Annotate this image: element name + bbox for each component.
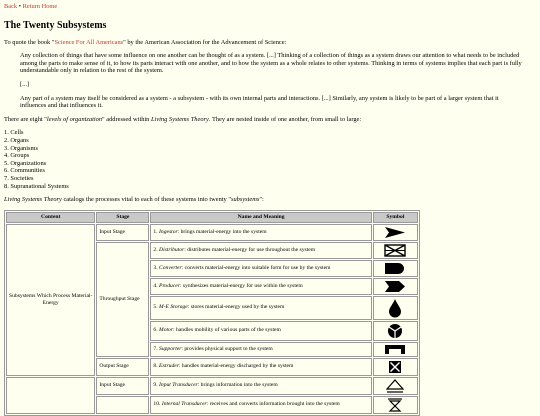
content-cell: [6, 377, 95, 414]
row-number: 3.: [153, 264, 158, 271]
subsystem-name: Distributor: [159, 246, 185, 253]
content-cell: Subsystems Which Process Material-Energy: [6, 224, 95, 376]
list-item: 3. Organisms: [4, 144, 38, 152]
symbol-cell: [373, 342, 418, 357]
subsystem-meaning: : converts material-energy into suitable form for use by the system: [181, 264, 331, 271]
table-header-row: [6, 212, 418, 223]
subsystem-name: Supporter: [159, 345, 182, 352]
converter-icon: [384, 262, 406, 275]
storage-icon: [388, 298, 402, 318]
symbol-cell: [373, 260, 418, 277]
motor-icon: [387, 323, 403, 339]
subsystem-meaning: : brings information into the system: [197, 382, 278, 389]
intro-paragraph: [4, 39, 536, 47]
stage-cell: Input Stage: [96, 377, 149, 395]
quote-block: [20, 52, 536, 110]
subsystem-meaning: : brings material-energy into the system: [177, 228, 267, 235]
catalog-theory-name: Living Systems Theory: [4, 196, 62, 204]
input-transducer-icon: [386, 379, 404, 393]
subsystem-name: M-E Storage: [159, 304, 188, 311]
symbol-cell: [373, 242, 418, 259]
row-number: 8.: [153, 363, 158, 370]
symbol-cell: [373, 278, 418, 295]
stage-cell: Output Stage: [96, 358, 149, 376]
nav-separator: •: [18, 3, 21, 10]
row-number: 6.: [153, 327, 158, 334]
levels-term: levels of organization: [46, 115, 103, 123]
name-cell: [150, 296, 371, 320]
catalog-paragraph: [4, 196, 536, 204]
subsystem-name: Input Transducer: [159, 382, 198, 389]
list-item: 7. Societies: [4, 174, 34, 182]
levels-text-pre: There are eight ": [4, 115, 47, 123]
header-symbol: Symbol: [373, 212, 418, 223]
header-stage: Stage: [96, 212, 149, 223]
subsystem-name: Extruder: [159, 363, 179, 370]
quote-paragraph-1: Any collection of things that have some influence on one another can be thought of as a system. [...] Thinking of a collection of things as a system draws our attention to what needs to be included among the parts to make sense of it, to how its parts interact with one another, and to how the system as a whole relates to other systems. Thinking in terms of systems implies that each part is fully understandable only in relation to the rest of the system.: [20, 52, 522, 75]
list-item: 2. Organs: [4, 136, 29, 144]
subsystem-meaning: : synthesizes material-energy for use within the system: [179, 282, 303, 289]
list-item: 6. Communities: [4, 167, 45, 175]
levels-list: [4, 129, 536, 190]
supporter-icon: [384, 344, 406, 355]
symbol-cell: [373, 358, 418, 376]
stage-cell: Input Stage: [96, 224, 149, 241]
row-number: 1.: [153, 228, 158, 235]
catalog-text-post: ":: [259, 196, 264, 204]
quote-paragraph-2: Any part of a system may itself be considered as a system - a subsystem - with its own internal parts and interactions. [...] Similarly, any system is likely to be part of a larger system that it influences and that influences it.: [20, 94, 499, 110]
levels-text-mid: " addressed within: [102, 115, 151, 123]
subsystem-name: Producer: [159, 282, 180, 289]
name-cell: [150, 242, 371, 259]
extruder-icon: [388, 360, 402, 374]
subsystem-meaning: : provides physical support to the system: [181, 345, 273, 352]
distributor-icon: [384, 244, 406, 257]
ingestor-icon: [384, 226, 406, 239]
row-number: 5.: [153, 304, 158, 311]
subsystem-name: Internal Transducer: [161, 401, 207, 408]
symbol-cell: [373, 377, 418, 395]
quote-ellipsis: [...]: [20, 80, 30, 88]
page-title: The Twenty Subsystems: [4, 19, 107, 31]
theory-name: Living Systems Theory: [150, 115, 209, 123]
name-cell: [150, 377, 371, 395]
catalog-text-mid: catalogs the processes vital to each of these systems into twenty ": [61, 196, 231, 204]
subsystem-meaning: : handles material-energy discharged by the system: [178, 363, 294, 370]
name-cell: [150, 278, 371, 295]
subsystem-meaning: : receives and converts information brought into the system: [206, 401, 340, 408]
subsystem-meaning: : distributes material-energy for use throughout the system: [184, 246, 316, 253]
symbol-cell: [373, 224, 418, 241]
subsystem-name: Motor: [159, 327, 174, 334]
name-cell: [150, 260, 371, 277]
levels-intro: [4, 116, 536, 124]
table-row: [6, 224, 418, 241]
producer-icon: [384, 280, 406, 293]
stage-cell: Throughput Stage: [96, 242, 149, 357]
subsystems-table: [4, 210, 420, 416]
header-name-meaning: Name and Meaning: [150, 212, 371, 223]
row-number: 7.: [153, 345, 158, 352]
list-item: 1. Cells: [4, 129, 24, 137]
book-link[interactable]: Science For All Americans: [54, 38, 124, 46]
symbol-cell: [373, 321, 418, 341]
name-cell: [150, 358, 371, 376]
row-number: 4.: [153, 282, 158, 289]
catalog-term: subsystems: [230, 196, 260, 204]
row-number: 9.: [153, 382, 158, 389]
intro-text-pre: To quote the book ": [4, 38, 55, 46]
subsystem-meaning: : stores material-energy used by the system: [187, 304, 285, 311]
return-home-link[interactable]: Return Home: [22, 3, 58, 10]
list-item: 8. Supranational Systems: [4, 182, 69, 190]
nav-bar: [4, 3, 536, 11]
name-cell: [150, 321, 371, 341]
subsystem-name: Ingestor: [159, 228, 178, 235]
subsystem-name: Converter: [159, 264, 182, 271]
row-number: 2.: [153, 246, 158, 253]
list-item: 5. Organizations: [4, 159, 47, 167]
list-item: 4. Groups: [4, 152, 30, 160]
symbol-cell: [373, 296, 418, 320]
name-cell: [150, 342, 371, 357]
intro-text-post: " by the American Association for the Advancement of Science:: [123, 38, 287, 46]
header-content: Content: [6, 212, 95, 223]
levels-text-post: . They are nested inside of one another, from small to large:: [208, 115, 362, 123]
subsystem-meaning: : handles mobility of various parts of the system: [173, 327, 281, 334]
name-cell: [150, 224, 371, 241]
back-link[interactable]: Back: [4, 3, 18, 10]
row-number: 10.: [153, 401, 161, 408]
table-row: [6, 377, 418, 395]
